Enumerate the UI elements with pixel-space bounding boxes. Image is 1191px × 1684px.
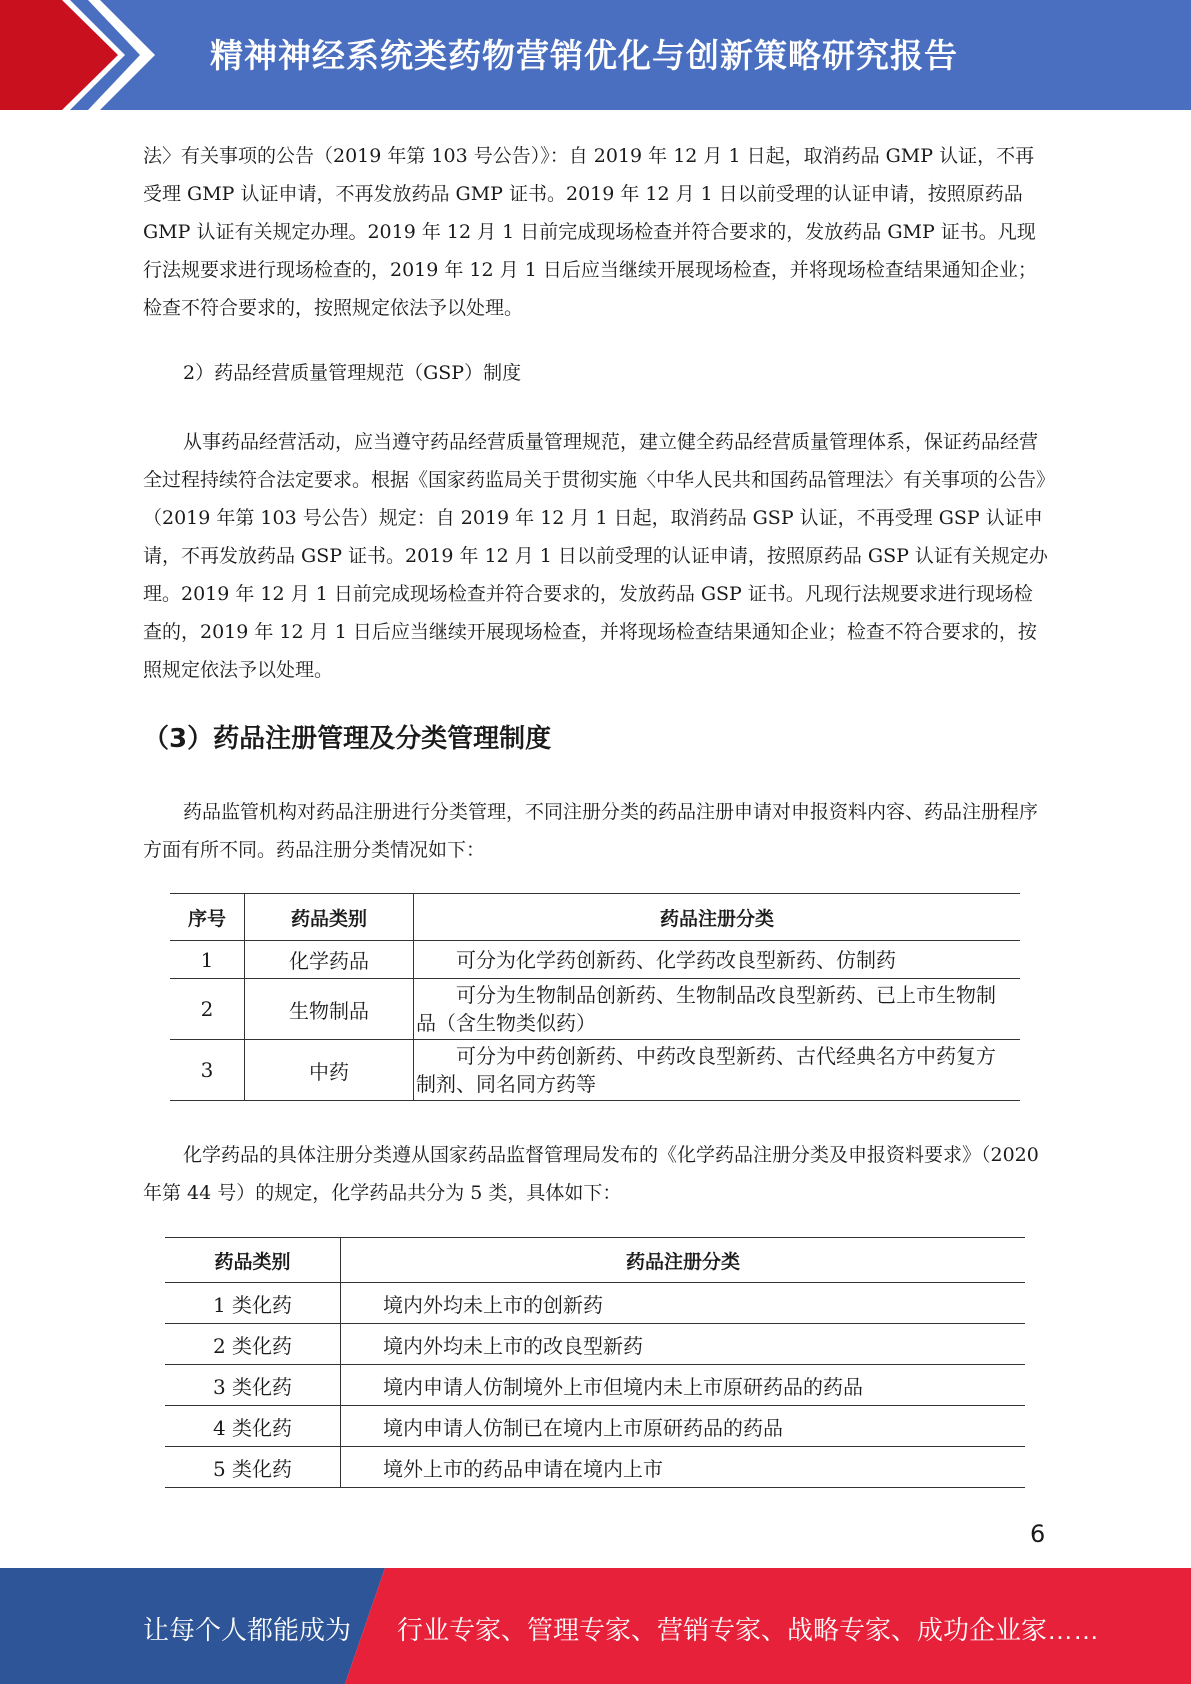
report-title: 精神神经系统类药物营销优化与创新策略研究报告 [210,36,958,75]
paragraph-gsp: 从事药品经营活动，应当遵守药品经营质量管理规范，建立健全药品经营质量管理体系，保证药品经营全过程持续符合法定要求。根据《国家药监局关于贯彻实施〈中华人民共和国药品管理法〉有关事项的公告》（2019 年第 103 号公告）规定：自 2019 年 12 月 1 日起，取消药品 GSP 认证，不再受理 GSP 认证申请，不再发放药品 GSP 证书。2019 年 12 月 1 日以前受理的认证申请，按照原药品 GSP 认证有关规定办理。2019 年 12 月 1 日前完成现场检查并符合要求的，发放药品 GSP 证书。凡现行法规要求进行现场检查的，2019 年 12 月 1 日后应当继续开展现场检查，并将现场检查结果通知企业；检查不符合要求的，按照规定依法予以处理。 [143,431,1048,681]
table-header-row [165,1238,1025,1283]
paragraph-chemical-drugs: 化学药品的具体注册分类遵从国家药品监督管理局发布的《化学药品注册分类及申报资料要求》（2020 年第 44 号）的规定，化学药品共分为 5 类，具体如下： [143,1144,1039,1204]
page-header [0,0,1191,110]
row-drug-type: 生物制品 [245,979,414,1040]
row-description: 境外上市的药品申请在境内上市 [341,1447,1026,1488]
footer-slogan-right: 行业专家、管理专家、营销专家、战略专家、成功企业家…… [397,1615,1100,1645]
footer-slogan-left: 让每个人都能成为 [143,1615,352,1645]
row-no: 2 [170,979,245,1040]
table-row [165,1365,1025,1406]
row-description: 境内申请人仿制已在境内上市原研药品的药品 [341,1406,1026,1447]
table-row [170,1040,1020,1101]
row-description: 可分为中药创新药、中药改良型新药、古代经典名方中药复方 制剂、同名同方药等 [414,1040,1021,1101]
row-description: 境内外均未上市的创新药 [341,1283,1026,1324]
row-drug-type: 中药 [245,1040,414,1101]
row-no: 1 [170,941,245,979]
table-row [165,1406,1025,1447]
sub-heading-gsp: 2）药品经营质量管理规范（GSP）制度 [183,362,522,384]
table-row [165,1324,1025,1365]
row-description: 可分为化学药创新药、化学药改良型新药、仿制药 [414,941,1021,979]
page-number: 6 [1030,1520,1046,1548]
table-row [170,941,1020,979]
header-drug-type: 药品类别 [245,894,414,941]
row-no: 3 [170,1040,245,1101]
header-registration-category: 药品注册分类 [341,1238,1026,1283]
header-drug-type: 药品类别 [165,1238,341,1283]
row-description: 境内申请人仿制境外上市但境内未上市原研药品的药品 [341,1365,1026,1406]
registration-category-table [170,893,1020,1101]
section-heading-registration: （3）药品注册管理及分类管理制度 [143,724,552,754]
header-chevron-icon [0,0,240,110]
row-drug-type: 化学药品 [245,941,414,979]
table-row [165,1283,1025,1324]
table-row [165,1447,1025,1488]
row-drug-type: 2 类化药 [165,1324,341,1365]
table-row [170,979,1020,1040]
table-header-row [170,894,1020,941]
paragraph-gmp: 法〉有关事项的公告（2019 年第 103 号公告）》：自 2019 年 12 月 1 日起，取消药品 GMP 认证，不再受理 GMP 认证申请，不再发放药品 GMP 证书。2019 年 12 月 1 日以前受理的认证申请，按照原药品 GMP 认证有关规定办理。2019 年 12 月 1 日前完成现场检查并符合要求的，发放药品 GMP 证书。凡现行法规要求进行现场检查的，2019 年 12 月 1 日后应当继续开展现场检查，并将现场检查结果通知企业；检查不符合要求的，按照规定依法予以处理。 [143,145,1037,319]
row-drug-type: 5 类化药 [165,1447,341,1488]
chemical-drug-category-table [165,1237,1025,1488]
header-registration-category: 药品注册分类 [414,894,1021,941]
row-drug-type: 1 类化药 [165,1283,341,1324]
row-description: 境内外均未上市的改良型新药 [341,1324,1026,1365]
header-no: 序号 [170,894,245,941]
page-footer [0,1568,1191,1684]
row-drug-type: 4 类化药 [165,1406,341,1447]
paragraph-registration-intro: 药品监管机构对药品注册进行分类管理，不同注册分类的药品注册申请对申报资料内容、药品注册程序方面有所不同。药品注册分类情况如下： [143,801,1039,861]
row-description: 可分为生物制品创新药、生物制品改良型新药、已上市生物制 品（含生物类似药） [414,979,1021,1040]
row-drug-type: 3 类化药 [165,1365,341,1406]
